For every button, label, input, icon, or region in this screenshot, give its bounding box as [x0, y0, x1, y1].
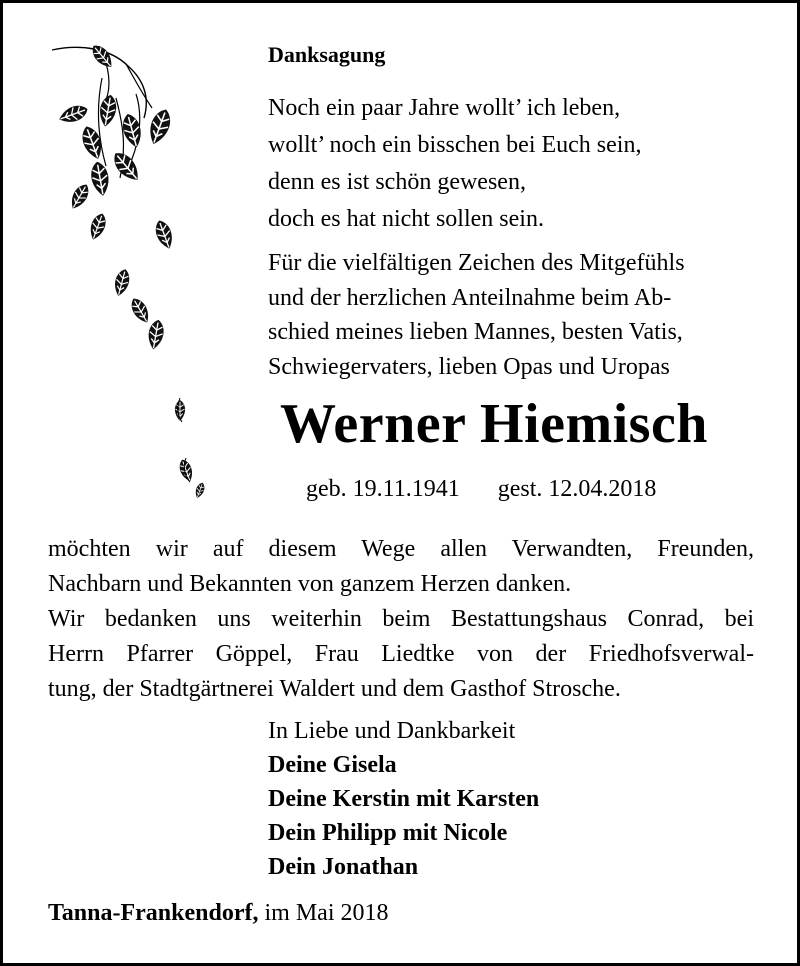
- falling-leaves-icon: [40, 38, 230, 508]
- signer-name: Dein Jonathan: [268, 854, 419, 880]
- poem-line: doch es hat nicht sollen sein.: [268, 206, 544, 232]
- thanks-line: tung, der Stadtgärtnerei Waldert und dem Gasthof Strosche.: [48, 676, 621, 702]
- place-date-line: [48, 900, 389, 927]
- poem-line: denn es ist schön gewesen,: [268, 169, 526, 195]
- place-name: Tanna-Frankendorf,: [48, 900, 259, 926]
- intro-line: schied meines lieben Mannes, besten Vatis,: [268, 319, 683, 345]
- deceased-name: Werner Hiemisch: [280, 393, 708, 455]
- life-dates: [306, 476, 656, 503]
- death-date: gest. 12.04.2018: [497, 476, 657, 502]
- birth-date: geb. 19.11.1941: [306, 476, 460, 502]
- closing-phrase: In Liebe und Dankbarkeit: [268, 718, 516, 744]
- thanks-line: Herrn Pfarrer Göppel, Frau Liedtke von der Friedhofsverwal-: [48, 641, 754, 667]
- closing-block: [268, 714, 539, 884]
- signer-name: Deine Kerstin mit Karsten: [268, 786, 540, 812]
- intro-line: Schwiegervaters, lieben Opas und Uropas: [268, 353, 670, 380]
- thanks-line: Wir bedanken uns weiterhin beim Bestattungshaus Conrad, bei: [48, 606, 754, 632]
- intro-line: Für die vielfältigen Zeichen des Mitgefühls: [268, 250, 685, 276]
- notice-date: im Mai 2018: [264, 900, 389, 926]
- thanks-line: Nachbarn und Bekannten von ganzem Herzen danken.: [48, 571, 572, 597]
- poem-line: wollt’ noch ein bisschen bei Euch sein,: [268, 132, 642, 158]
- poem-line: Noch ein paar Jahre wollt’ ich leben,: [268, 95, 621, 121]
- intro-line: und der herzlichen Anteilnahme beim Ab-: [268, 284, 672, 311]
- intro-paragraph: [268, 246, 758, 384]
- poem: [268, 90, 641, 238]
- thanks-paragraph: [48, 532, 754, 707]
- thanks-line: möchten wir auf diesem Wege allen Verwandten, Freunden,: [48, 536, 754, 562]
- signer-name: Deine Gisela: [268, 752, 397, 778]
- signer-name: Dein Philipp mit Nicole: [268, 820, 508, 846]
- notice-heading: Danksagung: [268, 42, 386, 67]
